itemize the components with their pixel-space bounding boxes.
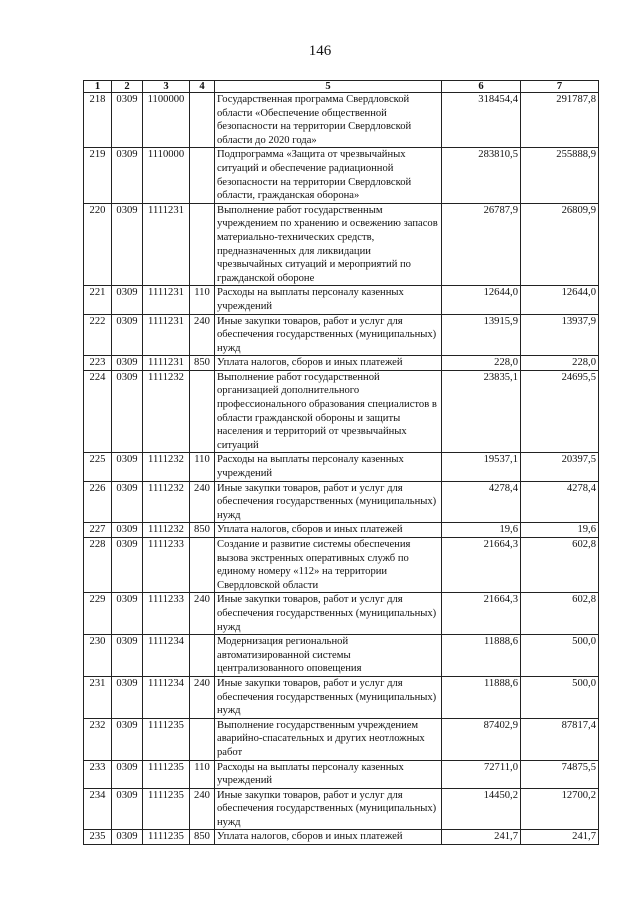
section-code-cell: 0309 [112, 203, 143, 286]
amount-col6-cell: 72711,0 [442, 760, 521, 788]
column-header: 4 [190, 81, 215, 93]
section-code-cell: 0309 [112, 718, 143, 760]
expense-type-cell [190, 718, 215, 760]
table-row [84, 523, 599, 538]
item-name-cell: Расходы на выплаты персоналу казенных учреждений [215, 286, 442, 314]
item-name-cell: Выполнение государственным учреждением аварийно-спасательных и других неотложных работ [215, 718, 442, 760]
section-code-cell: 0309 [112, 760, 143, 788]
expense-type-cell: 240 [190, 481, 215, 523]
row-number-cell: 221 [84, 286, 112, 314]
amount-col7-cell: 255888,9 [521, 148, 599, 203]
row-number-cell: 222 [84, 314, 112, 356]
target-article-cell: 1111231 [143, 314, 190, 356]
column-header: 7 [521, 81, 599, 93]
column-header: 5 [215, 81, 442, 93]
target-article-cell: 1111233 [143, 593, 190, 635]
target-article-cell: 1111232 [143, 481, 190, 523]
expense-type-cell [190, 93, 215, 148]
item-name-cell: Подпрограмма «Защита от чрезвычайных ситуаций и обеспечение радиационной безопасности на территории Свердловской области, гражданская оборона» [215, 148, 442, 203]
table-row [84, 370, 599, 453]
amount-col7-cell: 74875,5 [521, 760, 599, 788]
target-article-cell: 1111231 [143, 286, 190, 314]
table-row [84, 93, 599, 148]
amount-col6-cell: 23835,1 [442, 370, 521, 453]
amount-col7-cell: 19,6 [521, 523, 599, 538]
table-row [84, 314, 599, 356]
section-code-cell: 0309 [112, 93, 143, 148]
item-name-cell: Иные закупки товаров, работ и услуг для обеспечения государственных (муниципальных) нужд [215, 788, 442, 830]
table-row [84, 788, 599, 830]
expense-type-cell [190, 538, 215, 593]
amount-col7-cell: 87817,4 [521, 718, 599, 760]
row-number-cell: 219 [84, 148, 112, 203]
amount-col6-cell: 283810,5 [442, 148, 521, 203]
row-number-cell: 224 [84, 370, 112, 453]
column-header: 1 [84, 81, 112, 93]
table-row [84, 148, 599, 203]
row-number-cell: 229 [84, 593, 112, 635]
amount-col7-cell: 500,0 [521, 676, 599, 718]
expense-type-cell: 110 [190, 760, 215, 788]
row-number-cell: 234 [84, 788, 112, 830]
row-number-cell: 230 [84, 635, 112, 677]
amount-col6-cell: 4278,4 [442, 481, 521, 523]
item-name-cell: Государственная программа Свердловской области «Обеспечение общественной безопасности на территории Свердловской области до 2020 года» [215, 93, 442, 148]
section-code-cell: 0309 [112, 538, 143, 593]
row-number-cell: 223 [84, 356, 112, 371]
amount-col6-cell: 19,6 [442, 523, 521, 538]
amount-col7-cell: 20397,5 [521, 453, 599, 481]
section-code-cell: 0309 [112, 356, 143, 371]
column-header: 2 [112, 81, 143, 93]
row-number-cell: 228 [84, 538, 112, 593]
amount-col6-cell: 19537,1 [442, 453, 521, 481]
table-body [84, 93, 599, 845]
row-number-cell: 218 [84, 93, 112, 148]
table-row [84, 718, 599, 760]
target-article-cell: 1111235 [143, 760, 190, 788]
section-code-cell: 0309 [112, 370, 143, 453]
section-code-cell: 0309 [112, 148, 143, 203]
table-row [84, 676, 599, 718]
row-number-cell: 232 [84, 718, 112, 760]
expense-type-cell: 240 [190, 676, 215, 718]
section-code-cell: 0309 [112, 593, 143, 635]
expense-type-cell: 240 [190, 314, 215, 356]
expense-type-cell: 110 [190, 286, 215, 314]
table-header-row [84, 81, 599, 93]
table-row [84, 635, 599, 677]
row-number-cell: 235 [84, 830, 112, 845]
item-name-cell: Уплата налогов, сборов и иных платежей [215, 830, 442, 845]
amount-col6-cell: 21664,3 [442, 538, 521, 593]
section-code-cell: 0309 [112, 635, 143, 677]
table-row [84, 481, 599, 523]
table-row [84, 538, 599, 593]
target-article-cell: 1111235 [143, 830, 190, 845]
item-name-cell: Выполнение работ государственной организацией дополнительного профессионального образования специалистов в области гражданской обороны и защиты населения и территорий от чрезвычайных ситуаций [215, 370, 442, 453]
section-code-cell: 0309 [112, 788, 143, 830]
expense-type-cell [190, 203, 215, 286]
section-code-cell: 0309 [112, 453, 143, 481]
amount-col6-cell: 87402,9 [442, 718, 521, 760]
section-code-cell: 0309 [112, 481, 143, 523]
row-number-cell: 226 [84, 481, 112, 523]
item-name-cell: Иные закупки товаров, работ и услуг для обеспечения государственных (муниципальных) нужд [215, 593, 442, 635]
amount-col6-cell: 26787,9 [442, 203, 521, 286]
amount-col6-cell: 11888,6 [442, 635, 521, 677]
target-article-cell: 1111232 [143, 523, 190, 538]
amount-col6-cell: 14450,2 [442, 788, 521, 830]
item-name-cell: Выполнение работ государственным учреждением по хранению и освежению запасов материально-технических средств, предназначенных для ликвидации чрезвычайных ситуаций и мероприятий по гражданской обороне [215, 203, 442, 286]
amount-col6-cell: 318454,4 [442, 93, 521, 148]
item-name-cell: Иные закупки товаров, работ и услуг для обеспечения государственных (муниципальных) нужд [215, 314, 442, 356]
table-row [84, 453, 599, 481]
row-number-cell: 220 [84, 203, 112, 286]
amount-col7-cell: 24695,5 [521, 370, 599, 453]
item-name-cell: Расходы на выплаты персоналу казенных учреждений [215, 453, 442, 481]
amount-col7-cell: 26809,9 [521, 203, 599, 286]
amount-col7-cell: 12700,2 [521, 788, 599, 830]
target-article-cell: 1111234 [143, 676, 190, 718]
amount-col7-cell: 291787,8 [521, 93, 599, 148]
table-row [84, 760, 599, 788]
target-article-cell: 1111233 [143, 538, 190, 593]
expense-type-cell [190, 370, 215, 453]
target-article-cell: 1111231 [143, 356, 190, 371]
section-code-cell: 0309 [112, 830, 143, 845]
amount-col7-cell: 602,8 [521, 538, 599, 593]
table-row [84, 593, 599, 635]
amount-col7-cell: 12644,0 [521, 286, 599, 314]
target-article-cell: 1111234 [143, 635, 190, 677]
section-code-cell: 0309 [112, 314, 143, 356]
item-name-cell: Модернизация региональной автоматизированной системы централизованного оповещения [215, 635, 442, 677]
section-code-cell: 0309 [112, 523, 143, 538]
column-header: 6 [442, 81, 521, 93]
expense-type-cell: 850 [190, 356, 215, 371]
target-article-cell: 1111235 [143, 788, 190, 830]
column-header: 3 [143, 81, 190, 93]
section-code-cell: 0309 [112, 286, 143, 314]
item-name-cell: Уплата налогов, сборов и иных платежей [215, 523, 442, 538]
target-article-cell: 1111235 [143, 718, 190, 760]
target-article-cell: 1111232 [143, 453, 190, 481]
expense-type-cell: 850 [190, 523, 215, 538]
row-number-cell: 231 [84, 676, 112, 718]
budget-table [83, 80, 599, 845]
row-number-cell: 227 [84, 523, 112, 538]
expense-type-cell: 850 [190, 830, 215, 845]
page-number: 146 [308, 43, 332, 59]
item-name-cell: Создание и развитие системы обеспечения вызова экстренных оперативных служб по единому номеру «112» на территории Свердловской области [215, 538, 442, 593]
amount-col6-cell: 11888,6 [442, 676, 521, 718]
table-row [84, 286, 599, 314]
row-number-cell: 233 [84, 760, 112, 788]
amount-col6-cell: 21664,3 [442, 593, 521, 635]
amount-col7-cell: 4278,4 [521, 481, 599, 523]
table-row [84, 203, 599, 286]
target-article-cell: 1110000 [143, 148, 190, 203]
amount-col6-cell: 13915,9 [442, 314, 521, 356]
item-name-cell: Расходы на выплаты персоналу казенных учреждений [215, 760, 442, 788]
target-article-cell: 1111231 [143, 203, 190, 286]
expense-type-cell: 110 [190, 453, 215, 481]
section-code-cell: 0309 [112, 676, 143, 718]
amount-col7-cell: 241,7 [521, 830, 599, 845]
target-article-cell: 1100000 [143, 93, 190, 148]
table-row [84, 830, 599, 845]
amount-col7-cell: 500,0 [521, 635, 599, 677]
amount-col7-cell: 13937,9 [521, 314, 599, 356]
expense-type-cell [190, 148, 215, 203]
amount-col6-cell: 228,0 [442, 356, 521, 371]
table-row [84, 356, 599, 371]
amount-col6-cell: 12644,0 [442, 286, 521, 314]
item-name-cell: Уплата налогов, сборов и иных платежей [215, 356, 442, 371]
amount-col7-cell: 228,0 [521, 356, 599, 371]
expense-type-cell [190, 635, 215, 677]
expense-type-cell: 240 [190, 593, 215, 635]
amount-col7-cell: 602,8 [521, 593, 599, 635]
item-name-cell: Иные закупки товаров, работ и услуг для обеспечения государственных (муниципальных) нужд [215, 481, 442, 523]
expense-type-cell: 240 [190, 788, 215, 830]
item-name-cell: Иные закупки товаров, работ и услуг для обеспечения государственных (муниципальных) нужд [215, 676, 442, 718]
row-number-cell: 225 [84, 453, 112, 481]
amount-col6-cell: 241,7 [442, 830, 521, 845]
target-article-cell: 1111232 [143, 370, 190, 453]
